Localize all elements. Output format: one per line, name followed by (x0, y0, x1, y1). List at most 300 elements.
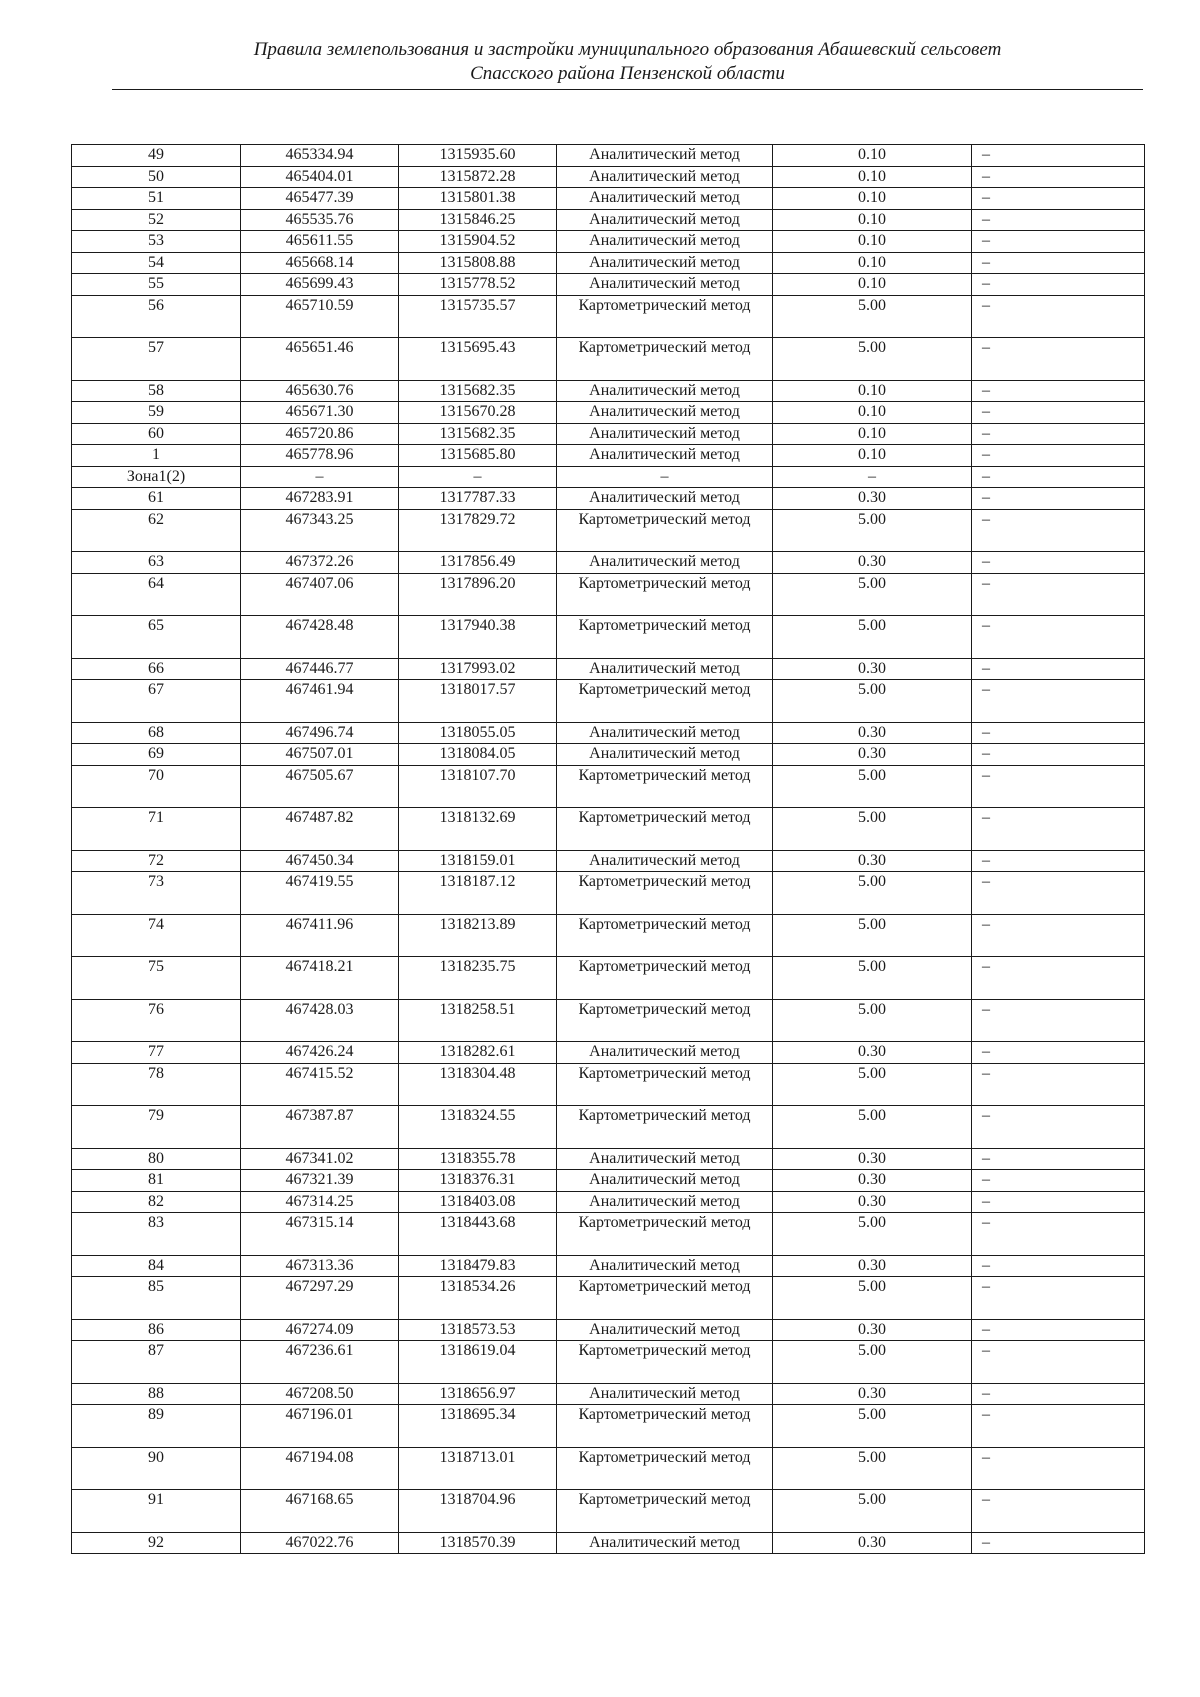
description-cell: – (972, 509, 1145, 552)
method-cell: Картометрический метод (557, 957, 773, 1000)
point-number-cell: 51 (72, 188, 241, 210)
x-coordinate-cell: 467274.09 (241, 1319, 399, 1341)
method-cell: Картометрический метод (557, 616, 773, 659)
description-cell: – (972, 338, 1145, 381)
point-number-cell: 73 (72, 872, 241, 915)
y-coordinate-cell: 1318017.57 (399, 680, 557, 723)
table-row (72, 338, 1145, 381)
x-coordinate-cell: 467487.82 (241, 808, 399, 851)
x-coordinate-cell: 465477.39 (241, 188, 399, 210)
accuracy-cell: 5.00 (773, 765, 972, 808)
method-cell: Аналитический метод (557, 850, 773, 872)
method-cell: Аналитический метод (557, 1255, 773, 1277)
point-number-cell: 72 (72, 850, 241, 872)
point-number-cell: 59 (72, 402, 241, 424)
description-cell: – (972, 1148, 1145, 1170)
accuracy-cell: 0.30 (773, 1042, 972, 1064)
accuracy-cell: 5.00 (773, 680, 972, 723)
method-cell: Картометрический метод (557, 573, 773, 616)
accuracy-cell: 5.00 (773, 509, 972, 552)
method-cell: Картометрический метод (557, 1277, 773, 1320)
accuracy-cell: 0.10 (773, 252, 972, 274)
x-coordinate-cell: 467411.96 (241, 914, 399, 957)
table-row (72, 188, 1145, 210)
description-cell: – (972, 466, 1145, 488)
accuracy-cell: 5.00 (773, 999, 972, 1042)
x-coordinate-cell: 467428.03 (241, 999, 399, 1042)
point-number-cell: 78 (72, 1063, 241, 1106)
description-cell: – (972, 1277, 1145, 1320)
method-cell: Картометрический метод (557, 295, 773, 338)
method-cell: Аналитический метод (557, 552, 773, 574)
y-coordinate-cell: 1318573.53 (399, 1319, 557, 1341)
method-cell: Аналитический метод (557, 744, 773, 766)
y-coordinate-cell: 1315685.80 (399, 445, 557, 467)
point-number-cell: 85 (72, 1277, 241, 1320)
description-cell: – (972, 850, 1145, 872)
y-coordinate-cell: 1318534.26 (399, 1277, 557, 1320)
table-row (72, 423, 1145, 445)
header-title-line-2: Спасского района Пензенской области (470, 63, 785, 84)
y-coordinate-cell: 1315801.38 (399, 188, 557, 210)
description-cell: – (972, 231, 1145, 253)
x-coordinate-cell: 465671.30 (241, 402, 399, 424)
x-coordinate-cell: 467313.36 (241, 1255, 399, 1277)
accuracy-cell: 5.00 (773, 872, 972, 915)
method-cell: Картометрический метод (557, 1405, 773, 1448)
x-coordinate-cell: 467446.77 (241, 658, 399, 680)
method-cell: Аналитический метод (557, 1532, 773, 1554)
description-cell: – (972, 999, 1145, 1042)
method-cell: Картометрический метод (557, 1490, 773, 1533)
point-number-cell: 66 (72, 658, 241, 680)
description-cell: – (972, 872, 1145, 915)
accuracy-cell: 5.00 (773, 808, 972, 851)
table-row (72, 1532, 1145, 1554)
description-cell: – (972, 1213, 1145, 1256)
method-cell: Аналитический метод (557, 488, 773, 510)
accuracy-cell: 0.10 (773, 231, 972, 253)
point-number-cell: 92 (72, 1532, 241, 1554)
table-row (72, 722, 1145, 744)
accuracy-cell: 0.30 (773, 722, 972, 744)
accuracy-cell: 5.00 (773, 1341, 972, 1384)
description-cell: – (972, 722, 1145, 744)
method-cell: Аналитический метод (557, 380, 773, 402)
table-row (72, 658, 1145, 680)
y-coordinate-cell: 1318443.68 (399, 1213, 557, 1256)
x-coordinate-cell: 467341.02 (241, 1148, 399, 1170)
x-coordinate-cell: 467461.94 (241, 680, 399, 723)
description-cell: – (972, 145, 1145, 167)
description-cell: – (972, 658, 1145, 680)
x-coordinate-cell: 467343.25 (241, 509, 399, 552)
accuracy-cell: – (773, 466, 972, 488)
point-number-cell: 65 (72, 616, 241, 659)
table-row (72, 1148, 1145, 1170)
y-coordinate-cell: 1318355.78 (399, 1148, 557, 1170)
accuracy-cell: 0.30 (773, 1191, 972, 1213)
table-row (72, 509, 1145, 552)
description-cell: – (972, 1255, 1145, 1277)
x-coordinate-cell: 467315.14 (241, 1213, 399, 1256)
accuracy-cell: 0.30 (773, 1148, 972, 1170)
y-coordinate-cell: 1318570.39 (399, 1532, 557, 1554)
point-number-cell: 69 (72, 744, 241, 766)
point-number-cell: 89 (72, 1405, 241, 1448)
x-coordinate-cell: 467208.50 (241, 1383, 399, 1405)
description-cell: – (972, 552, 1145, 574)
point-number-cell: 88 (72, 1383, 241, 1405)
description-cell: – (972, 744, 1145, 766)
x-coordinate-cell: 467496.74 (241, 722, 399, 744)
table-row (72, 680, 1145, 723)
point-number-cell: 76 (72, 999, 241, 1042)
method-cell: Картометрический метод (557, 1341, 773, 1384)
point-number-cell: 75 (72, 957, 241, 1000)
table-row (72, 380, 1145, 402)
accuracy-cell: 0.30 (773, 744, 972, 766)
method-cell: Аналитический метод (557, 252, 773, 274)
point-number-cell: 53 (72, 231, 241, 253)
x-coordinate-cell: 465699.43 (241, 274, 399, 296)
method-cell: Аналитический метод (557, 658, 773, 680)
accuracy-cell: 0.30 (773, 850, 972, 872)
x-coordinate-cell: 467321.39 (241, 1170, 399, 1192)
description-cell: – (972, 1532, 1145, 1554)
accuracy-cell: 5.00 (773, 1490, 972, 1533)
method-cell: Картометрический метод (557, 872, 773, 915)
method-cell: Аналитический метод (557, 722, 773, 744)
table-row (72, 1447, 1145, 1490)
description-cell: – (972, 423, 1145, 445)
table-row (72, 274, 1145, 296)
method-cell: Аналитический метод (557, 402, 773, 424)
x-coordinate-cell: 467196.01 (241, 1405, 399, 1448)
x-coordinate-cell: 467428.48 (241, 616, 399, 659)
accuracy-cell: 5.00 (773, 1447, 972, 1490)
method-cell: Аналитический метод (557, 1383, 773, 1405)
y-coordinate-cell: 1315735.57 (399, 295, 557, 338)
point-number-cell: 70 (72, 765, 241, 808)
y-coordinate-cell: 1317829.72 (399, 509, 557, 552)
y-coordinate-cell: 1315670.28 (399, 402, 557, 424)
y-coordinate-cell: 1318704.96 (399, 1490, 557, 1533)
y-coordinate-cell: 1318403.08 (399, 1191, 557, 1213)
accuracy-cell: 5.00 (773, 914, 972, 957)
header-title-line-1: Правила землепользования и застройки муниципального образования Абашевский сельсовет (253, 39, 1002, 60)
table-row (72, 1341, 1145, 1384)
description-cell: – (972, 488, 1145, 510)
point-number-cell: 56 (72, 295, 241, 338)
method-cell: Картометрический метод (557, 509, 773, 552)
accuracy-cell: 5.00 (773, 1405, 972, 1448)
point-number-cell: 81 (72, 1170, 241, 1192)
table-row (72, 1063, 1145, 1106)
method-cell: Картометрический метод (557, 1063, 773, 1106)
x-coordinate-cell: 465535.76 (241, 209, 399, 231)
y-coordinate-cell: 1315778.52 (399, 274, 557, 296)
table-row (72, 850, 1145, 872)
point-number-cell: 62 (72, 509, 241, 552)
accuracy-cell: 5.00 (773, 1213, 972, 1256)
table-row (72, 999, 1145, 1042)
x-coordinate-cell: 467236.61 (241, 1341, 399, 1384)
point-number-cell: 77 (72, 1042, 241, 1064)
point-number-cell: 61 (72, 488, 241, 510)
point-number-cell: 90 (72, 1447, 241, 1490)
table-row (72, 1255, 1145, 1277)
y-coordinate-cell: 1315904.52 (399, 231, 557, 253)
point-number-cell: 58 (72, 380, 241, 402)
point-number-cell: 79 (72, 1106, 241, 1149)
description-cell: – (972, 1042, 1145, 1064)
method-cell: Аналитический метод (557, 1042, 773, 1064)
point-number-cell: 68 (72, 722, 241, 744)
table-row (72, 488, 1145, 510)
table-row (72, 957, 1145, 1000)
point-number-cell: 86 (72, 1319, 241, 1341)
table-row (72, 166, 1145, 188)
accuracy-cell: 0.30 (773, 1532, 972, 1554)
table-row (72, 914, 1145, 957)
point-number-cell: Зона1(2) (72, 466, 241, 488)
description-cell: – (972, 380, 1145, 402)
table-row (72, 1383, 1145, 1405)
accuracy-cell: 0.30 (773, 1383, 972, 1405)
accuracy-cell: 5.00 (773, 573, 972, 616)
method-cell: Аналитический метод (557, 274, 773, 296)
table-row (72, 1490, 1145, 1533)
method-cell: Аналитический метод (557, 231, 773, 253)
point-number-cell: 87 (72, 1341, 241, 1384)
table-row (72, 1191, 1145, 1213)
x-coordinate-cell: 465334.94 (241, 145, 399, 167)
method-cell: Аналитический метод (557, 445, 773, 467)
accuracy-cell: 0.10 (773, 188, 972, 210)
x-coordinate-cell: 467168.65 (241, 1490, 399, 1533)
method-cell: Аналитический метод (557, 145, 773, 167)
point-number-cell: 82 (72, 1191, 241, 1213)
description-cell: – (972, 295, 1145, 338)
y-coordinate-cell: 1318187.12 (399, 872, 557, 915)
point-number-cell: 63 (72, 552, 241, 574)
point-number-cell: 1 (72, 445, 241, 467)
description-cell: – (972, 1405, 1145, 1448)
method-cell: Аналитический метод (557, 1170, 773, 1192)
x-coordinate-cell: 465651.46 (241, 338, 399, 381)
description-cell: – (972, 1490, 1145, 1533)
description-cell: – (972, 680, 1145, 723)
method-cell: Картометрический метод (557, 1106, 773, 1149)
accuracy-cell: 5.00 (773, 957, 972, 1000)
x-coordinate-cell: 467507.01 (241, 744, 399, 766)
accuracy-cell: 0.10 (773, 274, 972, 296)
y-coordinate-cell: – (399, 466, 557, 488)
description-cell: – (972, 573, 1145, 616)
accuracy-cell: 0.30 (773, 488, 972, 510)
table-row (72, 872, 1145, 915)
method-cell: Картометрический метод (557, 1213, 773, 1256)
method-cell: Аналитический метод (557, 166, 773, 188)
y-coordinate-cell: 1318258.51 (399, 999, 557, 1042)
y-coordinate-cell: 1318619.04 (399, 1341, 557, 1384)
x-coordinate-cell: 467450.34 (241, 850, 399, 872)
y-coordinate-cell: 1318235.75 (399, 957, 557, 1000)
y-coordinate-cell: 1317787.33 (399, 488, 557, 510)
y-coordinate-cell: 1318713.01 (399, 1447, 557, 1490)
method-cell: Аналитический метод (557, 188, 773, 210)
point-number-cell: 74 (72, 914, 241, 957)
x-coordinate-cell: 465720.86 (241, 423, 399, 445)
description-cell: – (972, 1341, 1145, 1384)
table-row (72, 252, 1145, 274)
point-number-cell: 84 (72, 1255, 241, 1277)
method-cell: Аналитический метод (557, 1319, 773, 1341)
table-row (72, 1106, 1145, 1149)
description-cell: – (972, 445, 1145, 467)
x-coordinate-cell: 467372.26 (241, 552, 399, 574)
description-cell: – (972, 914, 1145, 957)
table-row (72, 402, 1145, 424)
table-row (72, 231, 1145, 253)
description-cell: – (972, 808, 1145, 851)
method-cell: Картометрический метод (557, 680, 773, 723)
description-cell: – (972, 616, 1145, 659)
accuracy-cell: 0.30 (773, 658, 972, 680)
method-cell: Картометрический метод (557, 1447, 773, 1490)
y-coordinate-cell: 1317856.49 (399, 552, 557, 574)
x-coordinate-cell: 465778.96 (241, 445, 399, 467)
accuracy-cell: 0.10 (773, 145, 972, 167)
table-row (72, 808, 1145, 851)
accuracy-cell: 0.10 (773, 402, 972, 424)
description-cell: – (972, 252, 1145, 274)
accuracy-cell: 5.00 (773, 338, 972, 381)
x-coordinate-cell: 467314.25 (241, 1191, 399, 1213)
x-coordinate-cell: 467407.06 (241, 573, 399, 616)
accuracy-cell: 0.30 (773, 552, 972, 574)
table-row (72, 1405, 1145, 1448)
x-coordinate-cell: 467297.29 (241, 1277, 399, 1320)
y-coordinate-cell: 1315682.35 (399, 423, 557, 445)
x-coordinate-cell: 467419.55 (241, 872, 399, 915)
table-row (72, 1213, 1145, 1256)
method-cell: Аналитический метод (557, 423, 773, 445)
method-cell: Аналитический метод (557, 1148, 773, 1170)
description-cell: – (972, 1447, 1145, 1490)
x-coordinate-cell: 467426.24 (241, 1042, 399, 1064)
description-cell: – (972, 274, 1145, 296)
y-coordinate-cell: 1315935.60 (399, 145, 557, 167)
accuracy-cell: 5.00 (773, 1277, 972, 1320)
y-coordinate-cell: 1318479.83 (399, 1255, 557, 1277)
point-number-cell: 52 (72, 209, 241, 231)
point-number-cell: 55 (72, 274, 241, 296)
description-cell: – (972, 1319, 1145, 1341)
y-coordinate-cell: 1315808.88 (399, 252, 557, 274)
method-cell: Картометрический метод (557, 914, 773, 957)
x-coordinate-cell: 467283.91 (241, 488, 399, 510)
y-coordinate-cell: 1315846.25 (399, 209, 557, 231)
y-coordinate-cell: 1318132.69 (399, 808, 557, 851)
description-cell: – (972, 765, 1145, 808)
table-row (72, 616, 1145, 659)
table-row (72, 295, 1145, 338)
page-header (112, 38, 1143, 86)
y-coordinate-cell: 1315695.43 (399, 338, 557, 381)
x-coordinate-cell: 467022.76 (241, 1532, 399, 1554)
accuracy-cell: 5.00 (773, 616, 972, 659)
y-coordinate-cell: 1315872.28 (399, 166, 557, 188)
y-coordinate-cell: 1318213.89 (399, 914, 557, 957)
x-coordinate-cell: 467194.08 (241, 1447, 399, 1490)
accuracy-cell: 0.10 (773, 166, 972, 188)
method-cell: Аналитический метод (557, 209, 773, 231)
description-cell: – (972, 402, 1145, 424)
table-row (72, 445, 1145, 467)
table-row (72, 466, 1145, 488)
y-coordinate-cell: 1318159.01 (399, 850, 557, 872)
y-coordinate-cell: 1318324.55 (399, 1106, 557, 1149)
table-row (72, 552, 1145, 574)
header-divider (112, 89, 1143, 90)
y-coordinate-cell: 1317940.38 (399, 616, 557, 659)
y-coordinate-cell: 1318282.61 (399, 1042, 557, 1064)
accuracy-cell: 0.10 (773, 209, 972, 231)
table-row (72, 145, 1145, 167)
description-cell: – (972, 1383, 1145, 1405)
description-cell: – (972, 1191, 1145, 1213)
accuracy-cell: 0.30 (773, 1319, 972, 1341)
table-row (72, 765, 1145, 808)
method-cell: – (557, 466, 773, 488)
point-number-cell: 60 (72, 423, 241, 445)
y-coordinate-cell: 1318695.34 (399, 1405, 557, 1448)
accuracy-cell: 5.00 (773, 295, 972, 338)
point-number-cell: 50 (72, 166, 241, 188)
method-cell: Аналитический метод (557, 1191, 773, 1213)
point-number-cell: 64 (72, 573, 241, 616)
description-cell: – (972, 1063, 1145, 1106)
point-number-cell: 49 (72, 145, 241, 167)
description-cell: – (972, 957, 1145, 1000)
x-coordinate-cell: 465668.14 (241, 252, 399, 274)
description-cell: – (972, 209, 1145, 231)
y-coordinate-cell: 1318656.97 (399, 1383, 557, 1405)
method-cell: Картометрический метод (557, 338, 773, 381)
method-cell: Картометрический метод (557, 999, 773, 1042)
accuracy-cell: 5.00 (773, 1063, 972, 1106)
y-coordinate-cell: 1318055.05 (399, 722, 557, 744)
point-number-cell: 91 (72, 1490, 241, 1533)
method-cell: Картометрический метод (557, 765, 773, 808)
point-number-cell: 83 (72, 1213, 241, 1256)
table-row (72, 744, 1145, 766)
description-cell: – (972, 188, 1145, 210)
coordinates-table (71, 144, 1145, 1554)
x-coordinate-cell: 465710.59 (241, 295, 399, 338)
accuracy-cell: 0.30 (773, 1255, 972, 1277)
table-row (72, 1042, 1145, 1064)
accuracy-cell: 0.10 (773, 380, 972, 402)
point-number-cell: 71 (72, 808, 241, 851)
coordinates-table-body (72, 145, 1145, 1554)
description-cell: – (972, 1170, 1145, 1192)
description-cell: – (972, 166, 1145, 188)
point-number-cell: 67 (72, 680, 241, 723)
x-coordinate-cell: 465611.55 (241, 231, 399, 253)
